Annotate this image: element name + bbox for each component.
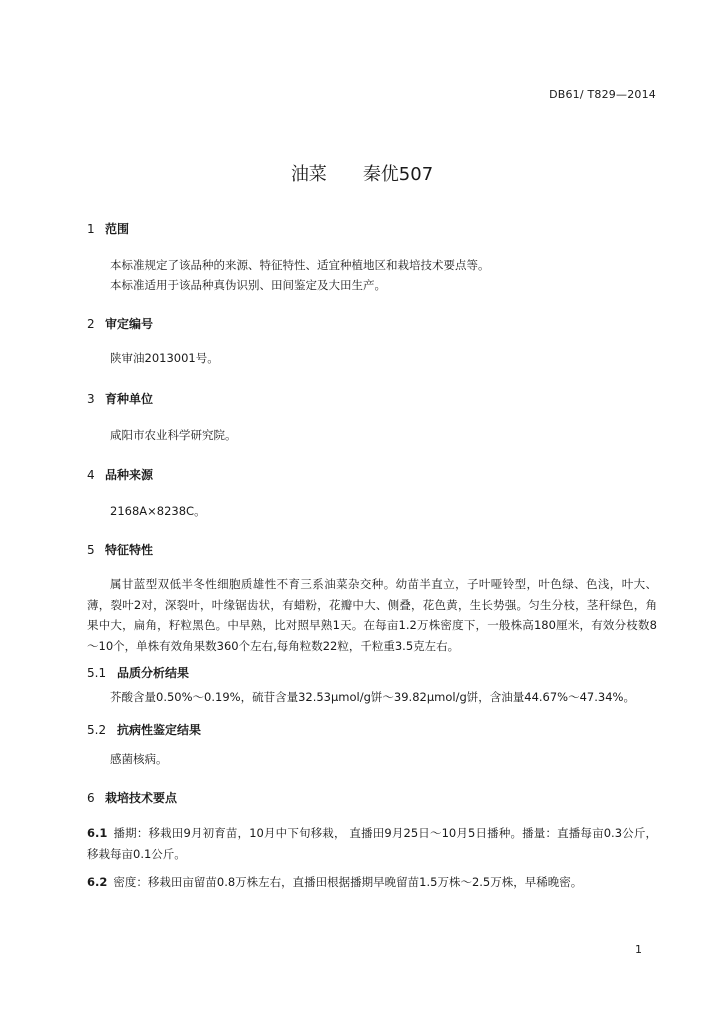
variety-source-paragraph: 2168A×8238C。: [110, 504, 206, 518]
quality-paragraph: 芥酸含量0.50%～0.19%，硫苷含量32.53μmol/g饼～39.82μmol/g饼，含油量44.67%～47.34%。: [110, 690, 635, 704]
title-crop: 油菜: [290, 164, 327, 185]
document-title: [0, 160, 724, 186]
approval-number-paragraph: 陕审油2013001号。: [110, 351, 219, 365]
standard-code: DB61/ T829—2014: [549, 88, 656, 101]
section-heading-variety-source: 4 品种来源: [87, 468, 154, 482]
characteristics-paragraph: 属甘蓝型双低半冬性细胞质雄性不育三系油菜杂交种。幼苗半直立，子叶哑铃型，叶色绿、色浅，叶大、薄，裂叶2对，深裂叶，叶缘锯齿状，有蜡粉，花瓣中大、侧叠，花色黄，生长势强。匀生分枝，茎秆绿色，角果中大，扁角，籽粒黑色。中早熟，比对照早熟1天。在每亩1.2万株密度下，一般株高180厘米，有效分枝数8～10个，单株有效角果数360个左右,每角粒数22粒，千粒重3.5克左右。: [87, 577, 657, 653]
section-heading-approval-number: 2 审定编号: [87, 317, 154, 331]
subsection-heading-quality: 5.1 品质分析结果: [87, 666, 190, 680]
scope-paragraph-2: 本标准适用于该品种真伪识别、田间鉴定及大田生产。: [110, 278, 386, 292]
title-variety: 秦优507: [362, 164, 434, 185]
section-heading-characteristics: 5 特征特性: [87, 543, 154, 557]
subsection-heading-disease-resistance: 5.2 抗病性鉴定结果: [87, 723, 202, 737]
breeding-unit-paragraph: 咸阳市农业科学研究院。: [110, 428, 237, 442]
disease-resistance-paragraph: 感菌核病。: [110, 752, 168, 766]
scope-paragraph-1: 本标准规定了该品种的来源、特征特性、适宜种植地区和栽培技术要点等。: [110, 258, 490, 272]
cultivation-density-paragraph: 6.2 密度：移栽田亩留苗0.8万株左右，直播田根据播期早晚留苗1.5万株～2.5万株，早稀晚密。: [87, 875, 583, 889]
section-heading-cultivation: 6 栽培技术要点: [87, 791, 178, 805]
cultivation-sowing-paragraph: 6.1 播期：移栽田9月初育苗，10月中下旬移栽， 直播田9月25日～10月5日播种。播量：直播每亩0.3公斤，移栽每亩0.1公斤。: [87, 826, 657, 861]
section-heading-breeding-unit: 3 育种单位: [87, 392, 154, 406]
section-heading-scope: 1 范围: [87, 222, 130, 236]
page-number: 1: [635, 943, 642, 956]
